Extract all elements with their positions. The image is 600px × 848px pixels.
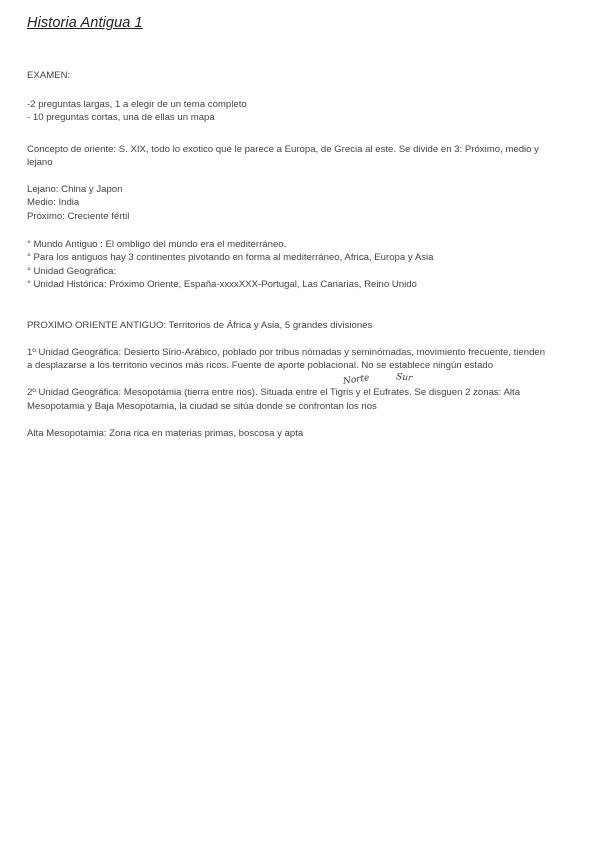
region-medio: Medio: India	[27, 197, 80, 208]
bullet-unidad-historica: ° Unidad Histórica: Próximo Oriente, España-xxxxXXX-Portugal, Las Canarias, Reino Unido	[27, 279, 417, 290]
handwritten-note-sur: Sur	[395, 372, 413, 384]
bullet-unidad-geografica: ° Unidad Geográfica:	[27, 266, 117, 277]
unidad-1-line-2: a desplazarse a los territorio vecinos más ricos. Fuente de aporte poblacional. No se establece ningún estado	[27, 360, 494, 371]
region-proximo: Próximo: Creciente fértil	[27, 211, 130, 222]
document-title: Historia Antigua 1	[27, 15, 143, 31]
region-lejano: Lejano: China y Japon	[27, 184, 123, 195]
bullet-mundo-antiguo: ° Mundo Antiguo : El ombligo del mundo era el mediterráneo.	[27, 239, 287, 250]
oriente-concept-line-2: lejano	[27, 157, 53, 168]
unidad-1-line-1: 1º Unidad Geográfica: Desierto Sirio-Arábico, poblado por tribus nómadas y seminómadas, movimiento frecuente, tienden	[27, 347, 546, 358]
unidad-2-line-2: Mesopotamia y Baja Mesopotamia, la ciudad se sitúa donde se confrontan los rios	[27, 401, 377, 412]
handwritten-note-norte: Norte	[342, 373, 371, 387]
exam-item-2: - 10 preguntas cortas, una de ellas un mapa	[27, 112, 215, 123]
bullet-continentes: ° Para los antiguos hay 3 continentes pivotando en forma al mediterráneo, Africa, Europa y Asia	[27, 252, 434, 263]
alta-mesopotamia: Alta Mesopotamia: Zona rica en materias primas, boscosa y apta	[27, 428, 304, 439]
unidad-2-line-1: 2º Unidad Geográfica: Mesopotámia (tierra entre rios). Situada entre el Tigris y el Eufrates. Se disguen 2 zonas: Alta	[27, 387, 521, 398]
exam-item-1: -2 preguntas largas, 1 a elegir de un tema completo	[27, 99, 247, 110]
oriente-concept-line-1: Concepto de oriente: S. XIX, todo lo exotico que le parece a Europa, de Grecia al este. Se divide en 3: Próximo, medio y	[27, 144, 539, 155]
exam-heading: EXAMEN:	[27, 70, 71, 81]
proximo-oriente-heading: PROXIMO ORIENTE ANTIGUO: Territorios de África y Asia, 5 grandes divisiones	[27, 320, 373, 331]
